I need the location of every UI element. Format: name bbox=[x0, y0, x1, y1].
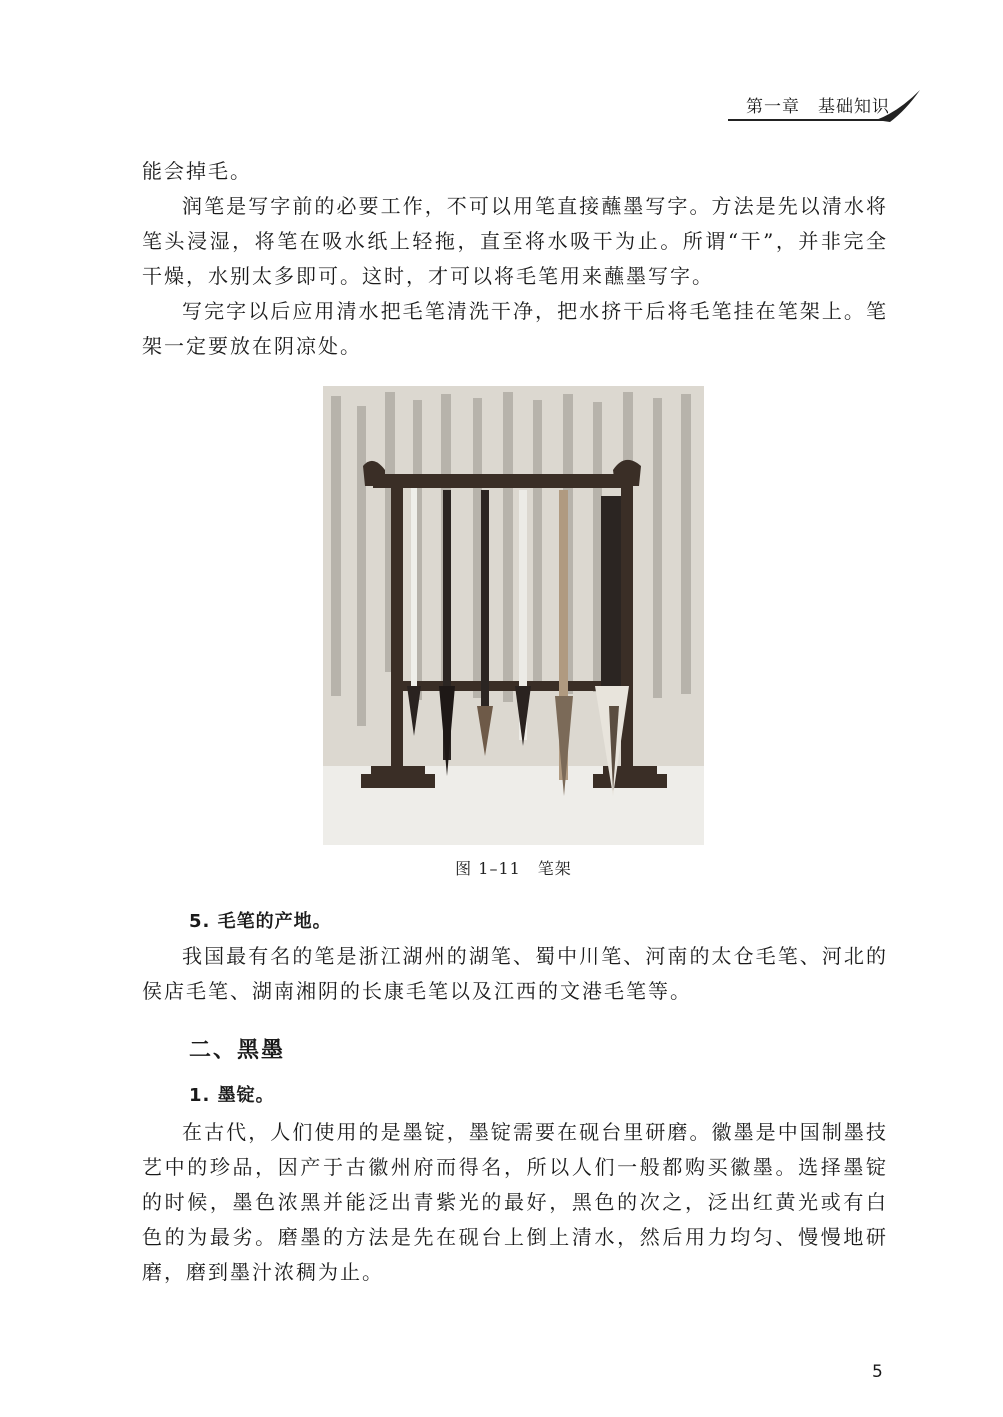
chapter-title: 第一章 基础知识 bbox=[746, 97, 890, 117]
paragraph-continuation: 能会掉毛。 bbox=[142, 159, 252, 183]
paragraph-clean-brush: 写完字以后应用清水把毛笔清洗干净，把水挤干后将毛笔挂在笔架上。笔架一定要放在阴凉处。 bbox=[142, 299, 888, 358]
brush-rack-photo bbox=[323, 386, 704, 845]
page-number: 5 bbox=[872, 1362, 883, 1382]
running-header bbox=[728, 88, 928, 128]
figure-caption: 图 1–11 笔架 bbox=[455, 859, 572, 878]
subheading-brush-origin: 5. 毛笔的产地。 bbox=[189, 911, 332, 932]
paragraph-ink-stick: 在古代，人们使用的是墨锭，墨锭需要在砚台里研磨。徽墨是中国制墨技艺中的珍品，因产于古徽州府而得名，所以人们一般都购买徽墨。选择墨锭的时候，墨色浓黑并能泛出青紫光的最好，黑色的次之，泛出红黄光或有白色的为最劣。磨墨的方法是先在砚台上倒上清水，然后用力均匀、慢慢地研磨，磨到墨汁浓稠为止。 bbox=[142, 1120, 888, 1284]
section-title-ink: 二、黑墨 bbox=[189, 1038, 286, 1063]
subheading-ink-stick: 1. 墨锭。 bbox=[189, 1085, 275, 1106]
paragraph-moisten-brush: 润笔是写字前的必要工作，不可以用笔直接蘸墨写字。方法是先以清水将笔头浸湿，将笔在吸水纸上轻拖，直至将水吸干为止。所谓“干”，并非完全干燥，水别太多即可。这时，才可以将毛笔用来蘸墨写字。 bbox=[142, 194, 888, 288]
paragraph-brush-origin: 我国最有名的笔是浙江湖州的湖笔、蜀中川笔、河南的太仓毛笔、河北的侯店毛笔、湖南湘阴的长康毛笔以及江西的文港毛笔等。 bbox=[142, 944, 888, 1003]
